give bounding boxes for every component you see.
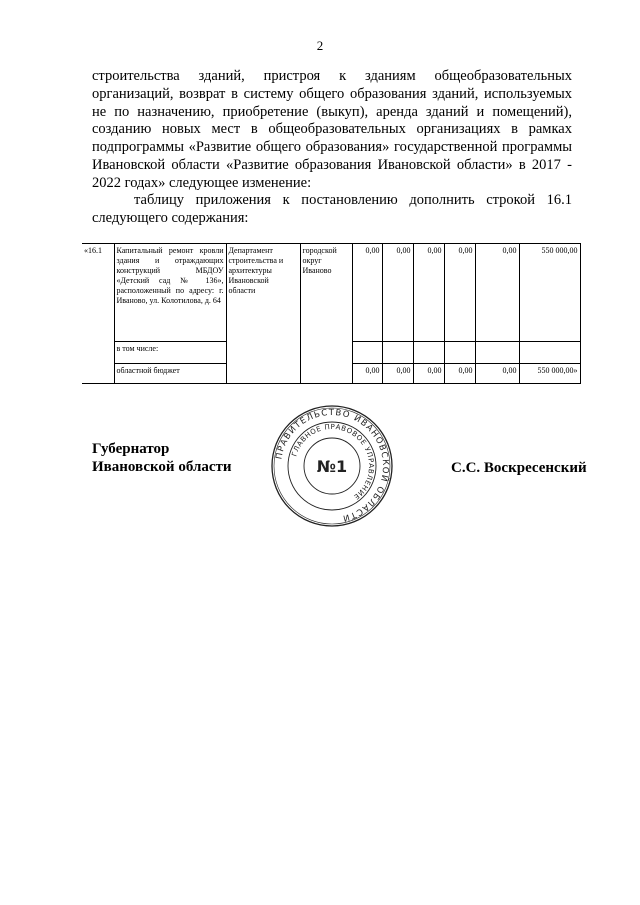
empty-cell (413, 342, 444, 364)
including-label-cell: в том числе: (114, 342, 226, 364)
recipient-cell: городской округ Иваново (300, 244, 352, 384)
page-number: 2 (316, 38, 324, 53)
value-cell: 0,00 (475, 244, 519, 342)
seal-outer-text: ПРАВИТЕЛЬСТВО ИВАНОВСКОЙ ОБЛАСТИ (274, 407, 391, 524)
seal-center-number: №1 (316, 457, 348, 476)
regional-value-cell: 0,00 (413, 364, 444, 384)
amendment-paragraph: таблицу приложения к постановлению дополнить строкой 16.1 следующего содержания: (92, 192, 572, 226)
regional-value-cell: 0,00 (444, 364, 475, 384)
empty-cell (475, 342, 519, 364)
department-cell: Департамент строительства и архитектуры Ивановской области (226, 244, 300, 384)
signatory-name: С.С. Воскресенский (451, 460, 587, 476)
regional-value-cell: 550 000,00» (519, 364, 580, 384)
empty-cell (352, 342, 382, 364)
seal-inner-text: ГЛАВНОЕ ПРАВОВОЕ УПРАВЛЕНИЕ (290, 422, 376, 502)
body-paragraph: строительства зданий, пристроя к зданиям общеобразовательных организаций, возврат в систему общего образования зданий, используемых не по назначению, приобретение (выкуп), аренда зданий и помещений), созданию новых мест в общеобразовательных организациях в рамках подпрограммы «Развитие общего образования» государственной программы Ивановской области «Развитие образования Ивановской области» в 2017 - 2022 годах» следующее изменение: (92, 68, 572, 191)
value-cell: 0,00 (382, 244, 413, 342)
row-number-cell: «16.1 (82, 244, 114, 384)
value-cell: 0,00 (352, 244, 382, 342)
empty-cell (519, 342, 580, 364)
regional-value-cell: 0,00 (382, 364, 413, 384)
value-cell: 550 000,00 (519, 244, 580, 342)
empty-cell (444, 342, 475, 364)
regional-budget-label-cell: областной бюджет (114, 364, 226, 384)
regional-value-cell: 0,00 (475, 364, 519, 384)
regional-value-cell: 0,00 (352, 364, 382, 384)
amendment-table (82, 243, 581, 384)
signatory-position (92, 440, 232, 476)
official-seal-stamp (270, 404, 394, 528)
value-cell: 0,00 (413, 244, 444, 342)
empty-cell (382, 342, 413, 364)
description-cell: Капитальный ремонт кровли здания и отраждающих конструкций МБДОУ «Детский сад № 136», расположенный по адресу: г. Иваново, ул. Колотилова, д. 64 (114, 244, 226, 342)
position-line-1: Губернатор (92, 441, 170, 457)
value-cell: 0,00 (444, 244, 475, 342)
position-line-2: Ивановской области (92, 459, 232, 475)
